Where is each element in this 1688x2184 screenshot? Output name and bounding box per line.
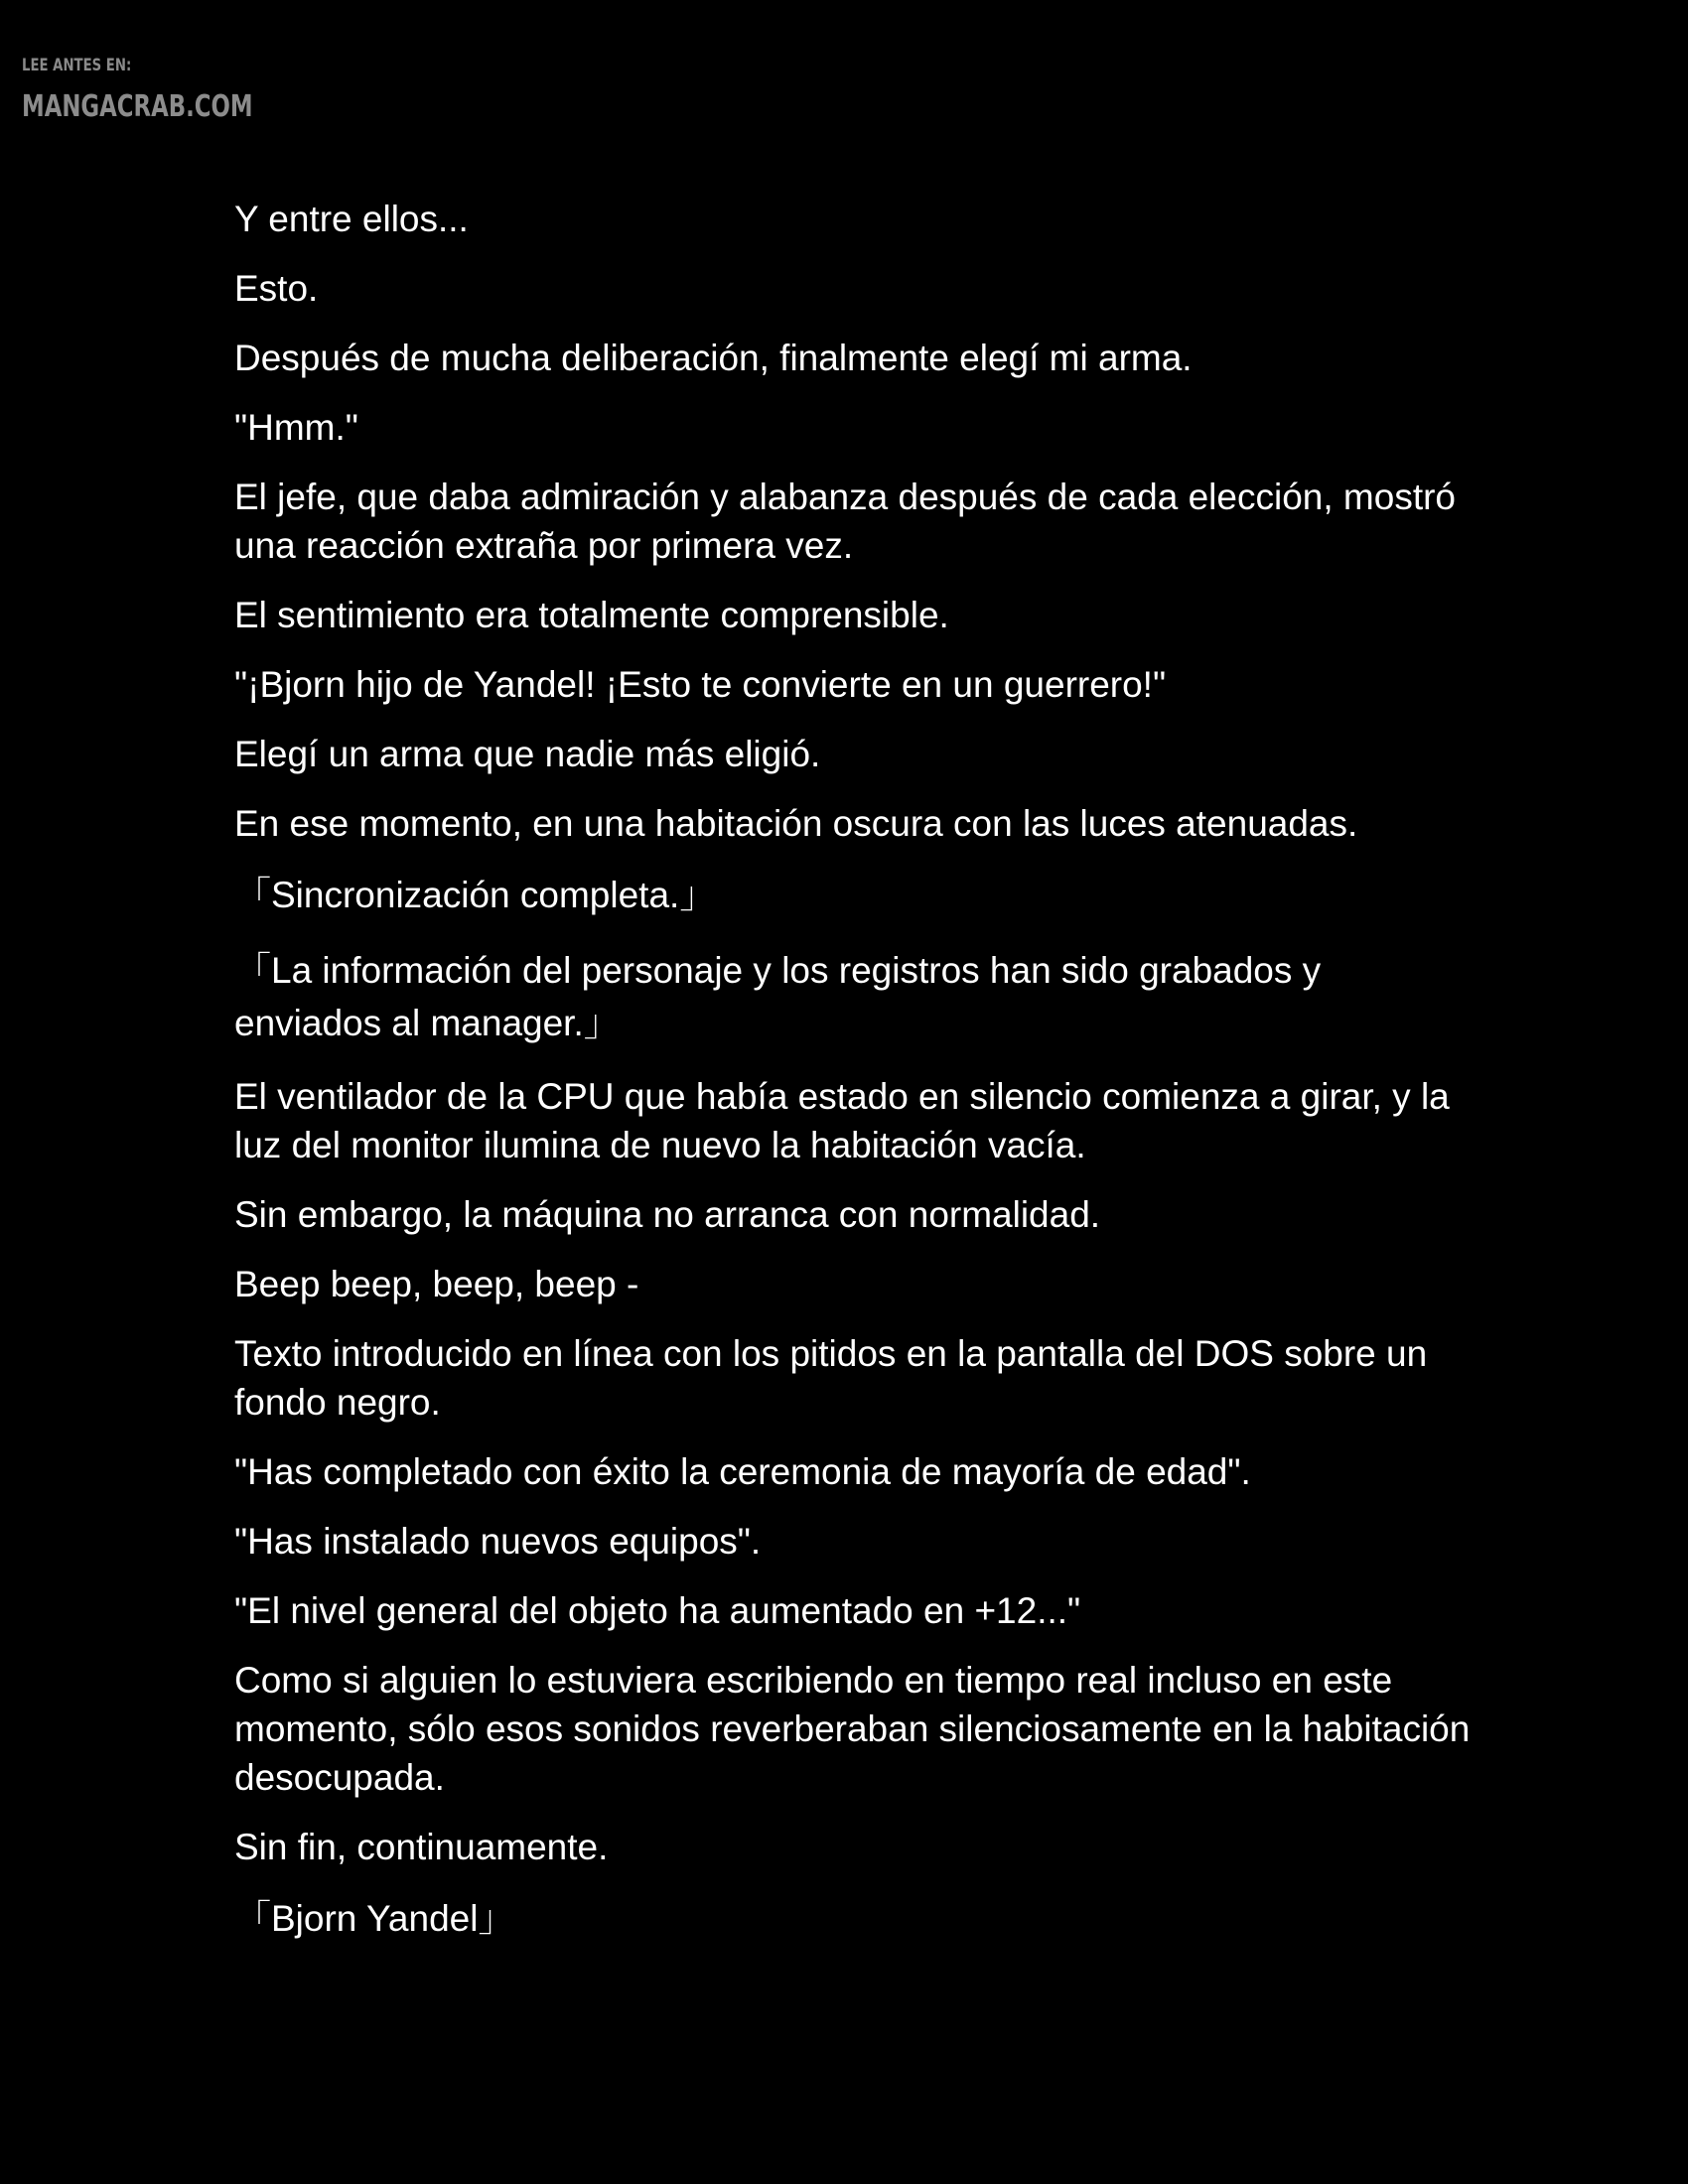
paragraph-5: El jefe, que daba admiración y alabanza después de cada elección, mostró una reacción extraña por primera vez. [234, 477, 1456, 566]
paragraph-8: Elegí un arma que nadie más eligió. [234, 734, 821, 774]
paragraph-3: Después de mucha deliberación, finalmente elegí mi arma. [234, 338, 1193, 378]
paragraph-18: "El nivel general del objeto ha aumentado en +12..." [234, 1590, 1081, 1631]
paragraph-20: Sin fin, continuamente. [234, 1827, 609, 1867]
system-message-3: 「Bjorn Yandel」 [234, 1898, 515, 1939]
watermark-site-name: MANGACRAB.COM [22, 89, 253, 124]
paragraph-15: Texto introducido en línea con los pitidos en la pantalla del DOS sobre un fondo negro. [234, 1333, 1428, 1423]
paragraph-12: El ventilador de la CPU que había estado en silencio comienza a girar, y la luz del monitor ilumina de nuevo la habitación vacía. [234, 1076, 1450, 1165]
paragraph-1: Y entre ellos... [234, 199, 469, 239]
paragraph-14: Beep beep, beep, beep - [234, 1264, 639, 1304]
paragraph-6: El sentimiento era totalmente comprensible. [234, 595, 949, 635]
watermark-logo [22, 58, 326, 122]
watermark-top-line: LEE ANTES EN: [22, 56, 132, 75]
system-message-2: 「La información del personaje y los registros han sido grabados y enviados al manager.」 [234, 950, 1322, 1043]
paragraph-2: Esto. [234, 268, 319, 309]
paragraph-13: Sin embargo, la máquina no arranca con normalidad. [234, 1194, 1101, 1235]
paragraph-19: Como si alguien lo estuviera escribiendo en tiempo real incluso en este momento, sólo esos sonidos reverberaban silenciosamente en la habitación desocupada. [234, 1660, 1471, 1798]
paragraph-4: "Hmm." [234, 407, 358, 448]
paragraph-16: "Has completado con éxito la ceremonia de mayoría de edad". [234, 1451, 1251, 1492]
text-body [234, 195, 1476, 1968]
paragraph-9: En ese momento, en una habitación oscura con las luces atenuadas. [234, 803, 1358, 844]
paragraph-7: "¡Bjorn hijo de Yandel! ¡Esto te convierte en un guerrero!" [234, 664, 1167, 705]
paragraph-17: "Has instalado nuevos equipos". [234, 1521, 762, 1562]
system-message-1: 「Sincronización completa.」 [234, 875, 717, 915]
